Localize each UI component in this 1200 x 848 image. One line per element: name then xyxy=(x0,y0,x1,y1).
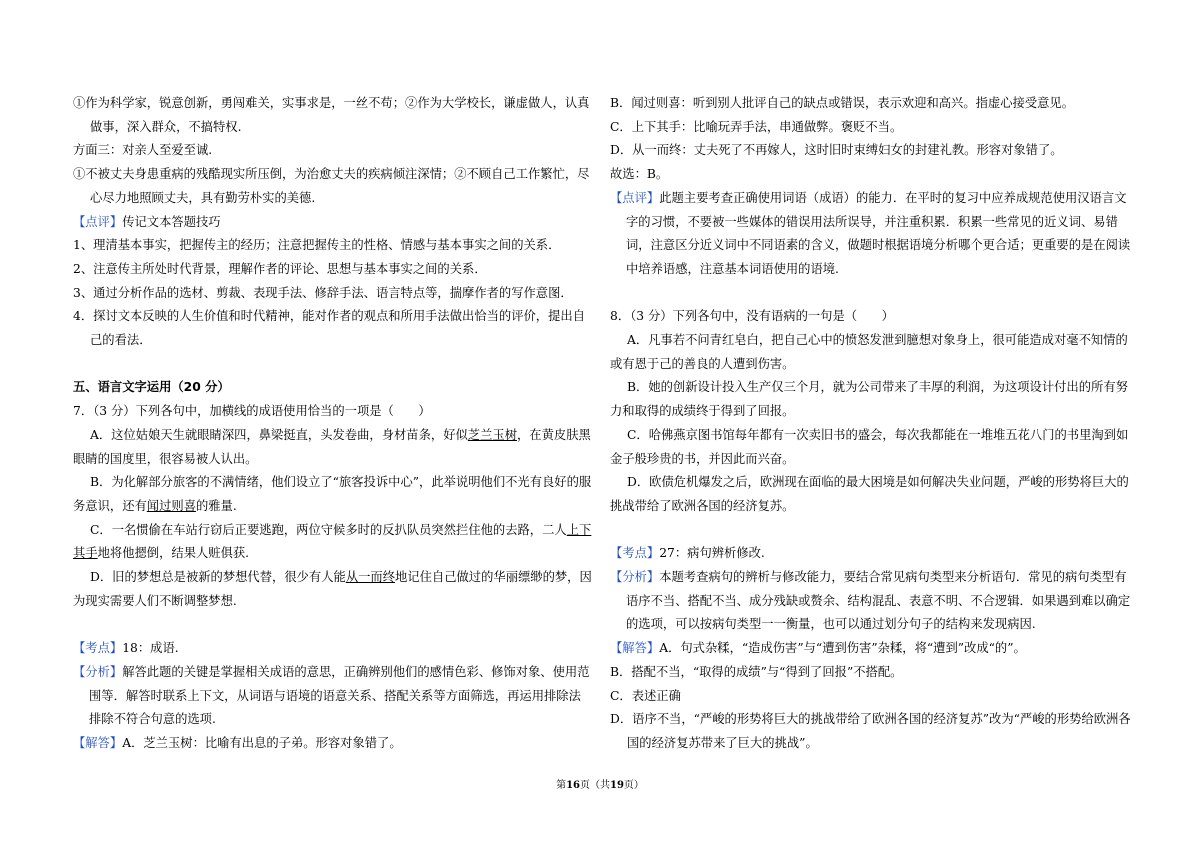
tip-2: 2、注意传主所处时代背景，理解作者的评论、思想与基本事实之间的关系． xyxy=(73,261,487,276)
key-point-tag: 【考点】 xyxy=(73,641,123,656)
page-total: 19 xyxy=(610,780,624,791)
analysis-tag: 【分析】 xyxy=(73,664,123,679)
q7-analysis: 【分析】解答此题的关键是掌握相关成语的意思，正确辨别他们的感情色彩、修饰对象、使用范围等．解答时联系上下文，从词语与语境的语意关系、搭配关系等方面筛选，再运用排除法排除不符合句意的选项. xyxy=(73,664,590,727)
section-title: 五、语言文字运用（20 分） xyxy=(73,380,230,395)
q8-stem: 8．（3 分）下列各句中，没有语病的一句是（ ） xyxy=(610,309,894,324)
key-point-tag: 【考点】 xyxy=(610,546,660,561)
q7-key-point: 【考点】18：成语. xyxy=(73,641,179,656)
tip-1: 1、理清基本事实，把握传主的经历；注意把握传主的性格、情感与基本事实之间的关系． xyxy=(73,238,561,253)
q7-comment: 【点评】此题主要考查正确使用词语（成语）的能力．在平时的复习中应养成规范使用汉语言文字的习惯，不要被一些媒体的错误用法所误导，并注重积累．积累一些常见的近义词、易错词，注意区分近义词中不同语素的含义，做题时根据语境分析哪个更合适；更重要的是在阅读中培养语感，注意基本词语使用的语境. xyxy=(610,190,1131,276)
tip-3: 3、通过分析作品的选材、剪裁、表现手法、修辞手法、语言特点等，揣摩作者的写作意图． xyxy=(73,285,573,300)
q7-answer-d: D．从一而终：丈夫死了不再嫁人，这时旧时束缚妇女的封建礼教。形容对象错了。 xyxy=(610,143,1063,158)
q8-analysis: 【分析】本题考查病句的辨析与修改能力，要结合常见病句类型来分析语句．常见的病句类型有语序不当、搭配不当、成分残缺或赘余、结构混乱、表意不明、不合逻辑．如果遇到难以确定的选项，可以按病句类型一一衡量，也可以通过划分句子的结构来发现病因. xyxy=(610,570,1131,632)
q8-key-point: 【考点】27：病句辨析修改. xyxy=(610,546,765,561)
q8-option-c: C．哈佛燕京图书馆每年都有一次卖旧书的盛会，每次我都能在一堆堆五花八门的书里淘到如金子般珍贵的书，并因此而兴奋。 xyxy=(610,427,1129,466)
q7-underlined-c: 上下其手 xyxy=(73,522,592,561)
q7-choice: 故选：B。 xyxy=(610,167,669,182)
q7-answer-c: C．上下其手：比喻玩弄手法，串通做弊。褒贬不当。 xyxy=(610,119,903,134)
q7-option-b: B．为化解部分旅客的不满情绪，他们设立了“旅客投诉中心”，此举说明他们不光有良好的服务意识，还有闻过则喜的雅量. xyxy=(73,475,592,513)
comment-tag: 【点评】 xyxy=(610,190,660,205)
aspect-three-heading: 方面三：对亲人至爱至诚. xyxy=(73,143,213,158)
q7-answer-a: 【解答】A．芝兰玉树：比喻有出息的子弟。形容对象错了。 xyxy=(73,735,402,750)
page-footer: 第16页（共19页） xyxy=(556,780,644,791)
answer-tag: 【解答】 xyxy=(610,641,660,656)
q7-option-c: C．一名惯偷在车站行窃后正要逃跑，两位守候多时的反扒队员突然拦住他的去路，二人上下其手地将他摁倒，结果人赃俱获. xyxy=(73,522,592,561)
comment-text: 传记文本答题技巧 xyxy=(122,214,221,229)
q8-answer-c: C．表述正确 xyxy=(610,688,681,703)
q7-option-a: A．这位姑娘天生就眼睛深四，鼻梁挺直，头发卷曲，身材苗条，好似芝兰玉树，在黄皮肤黑眼睛的国度里，很容易被人认出。 xyxy=(73,427,591,466)
answer-tag: 【解答】 xyxy=(73,735,123,750)
analysis-tag: 【分析】 xyxy=(610,570,660,585)
q8-answer-a: 【解答】A．句式杂糅，“造成伤害”与“遭到伤害”杂糅，将“遭到”改成“的”。 xyxy=(610,641,1026,656)
q7-option-d: D．旧的梦想总是被新的梦想代替，很少有人能从一而终地记住自己做过的华丽缥缈的梦，因为现实需要人们不断调整梦想. xyxy=(73,570,592,608)
q7-underlined-d: 从一而终 xyxy=(345,570,396,585)
comment-tag: 【点评】 xyxy=(73,214,123,229)
q8-answer-d: D．语序不当，“严峻的形势将巨大的挑战带给了欧洲各国的经济复苏”改为“严峻的形势给欧洲各国的经济复苏带来了巨大的挑战”。 xyxy=(610,712,1131,750)
q8-option-b: B．她的创新设计投入生产仅三个月，就为公司带来了丰厚的利润，为这项设计付出的所有努力和取得的成绩终于得到了回报。 xyxy=(610,380,1128,419)
aspect-two-points: ①作为科学家，锐意创新，勇闯难关，实事求是，一丝不苟；②作为大学校长，谦虚做人，认真做事，深入群众，不搞特权. xyxy=(73,96,590,134)
q7-stem: 7．（3 分）下列各句中，加横线的成语使用恰当的一项是（ ） xyxy=(73,404,431,419)
tip-4: 4．探讨文本反映的人生价值和时代精神，能对作者的观点和所用手法做出恰当的评价，提出自己的看法． xyxy=(73,309,585,348)
q8-option-d: D．欧债危机爆发之后，欧洲现在面临的最大困境是如何解决失业问题，严峻的形势将巨大的挑战带给了欧洲各国的经济复苏。 xyxy=(610,475,1129,513)
left-column xyxy=(73,92,593,756)
comment-paragraph xyxy=(73,211,593,235)
right-column xyxy=(610,92,1132,756)
q7-answer-b: B．闻过则喜：听到别人批评自己的缺点或错误，表示欢迎和高兴。指虚心接受意见。 xyxy=(610,96,1075,110)
q8-answer-b: B．搭配不当，“取得的成绩”与“得到了回报”不搭配。 xyxy=(610,664,903,679)
page-number: 16 xyxy=(566,780,580,791)
q8-option-a: A．凡事若不问青红皂白，把自己心中的愤怒发泄到臆想对象身上，很可能造成对毫不知情的或有恩于己的善良的人遭到伤害。 xyxy=(610,333,1128,371)
q7-underlined-a: 芝兰玉树 xyxy=(467,427,517,442)
aspect-three-points: ①不被丈夫身患重病的残酷现实所压倒，为治愈丈夫的疾病倾注深情；②不顾自己工作繁忙，尽心尽力地照顾丈夫，具有勤劳朴实的美德. xyxy=(73,167,590,205)
q7-underlined-b: 闻过则喜 xyxy=(146,498,196,513)
